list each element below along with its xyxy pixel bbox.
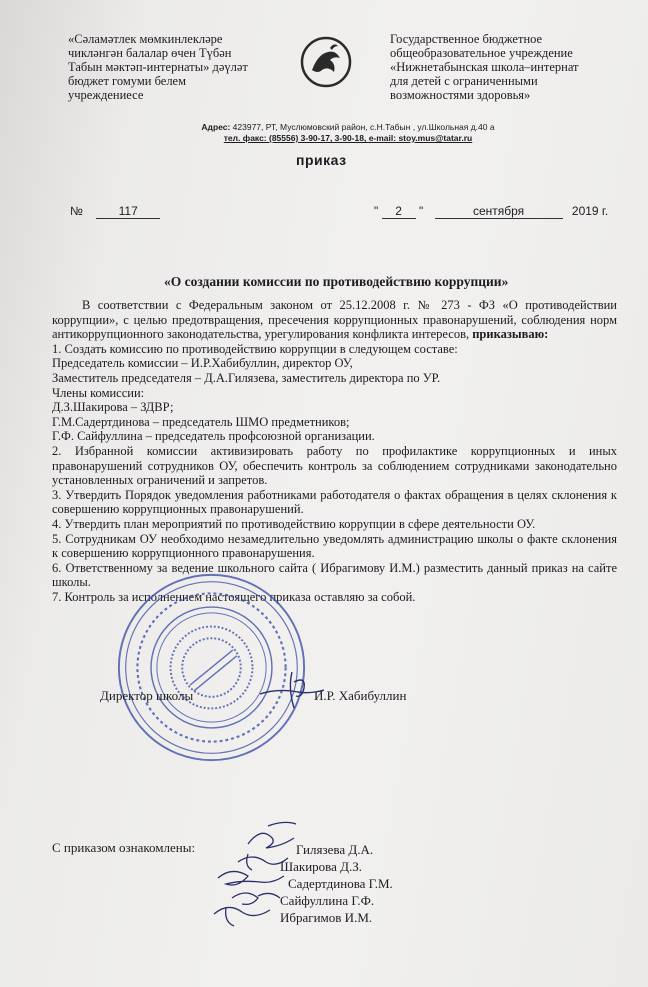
director-role: Директор школы: [100, 688, 194, 703]
contacts-line: тел. факс: (85556) 3-90-17, 3-90-18, e-mail: stoy.mus@tatar.ru: [223, 133, 473, 143]
header-left-line: «Сәламәтлек мөмкинлекләре: [68, 32, 223, 46]
address-text: 423977, РТ, Муслюмовский район, с.Н.Табын , ул.Школьная д.40 а: [230, 122, 495, 132]
list-item: 6. Ответственному за ведение школьного сайта ( Ибрагимову И.М.) разместить данный приказ на сайте школы.: [52, 560, 617, 590]
date-quote-close: ": [418, 204, 424, 218]
order-title: «О создании комиссии по противодействию коррупции»: [164, 274, 509, 289]
header-right-line: возможностями здоровья»: [390, 88, 531, 102]
list-item: Председатель комиссии – И.Р.Хабибуллин, директор ОУ,: [52, 356, 353, 371]
header-right-line: Государственное бюджетное: [390, 32, 543, 46]
header-left-line: бюджет гомуми белем: [68, 74, 187, 88]
date-quote-open: ": [374, 204, 379, 218]
list-item: 7. Контроль за исполнением настоящего приказа оставляю за собой.: [52, 589, 416, 604]
director-name: И.Р. Хабибуллин: [314, 688, 407, 703]
order-date-line: [374, 204, 608, 219]
header-left-line: Табын мәктәп-интернаты» дәүләт: [68, 60, 248, 74]
acquainted-name: Садертдинова Г.М.: [288, 876, 393, 891]
list-item: Г.Ф. Сайфуллина – председатель профсоюзной организации.: [52, 429, 375, 444]
order-number-line: [70, 204, 160, 219]
intro-directive: приказываю:: [472, 327, 549, 342]
staff-signatures-icon: [208, 818, 304, 930]
number-sign: №: [70, 204, 83, 218]
acquainted-label: С приказом ознакомлены:: [52, 840, 196, 855]
header-right-line: «Нижнетабынская школа–интернат: [390, 60, 579, 74]
date-year: 2019 г.: [571, 204, 609, 218]
address-label: Адрес:: [201, 122, 231, 132]
date-month: сентября: [435, 204, 563, 219]
order-body: [52, 298, 617, 604]
list-item: Г.М.Садертдинова – председатель ШМО предметников;: [52, 414, 350, 429]
header-tatar-block: [68, 32, 283, 102]
date-day: 2: [382, 204, 416, 219]
document-type: приказ: [296, 152, 347, 168]
list-item: Д.З.Шакирова – ЗДВР;: [52, 400, 174, 415]
list-item: Заместитель председателя – Д.А.Гилязева, заместитель директора по УР.: [52, 370, 441, 385]
header-left-line: чикләнгән балалар өчен Түбән: [68, 46, 232, 60]
list-item: 5. Сотрудникам ОУ необходимо незамедлительно уведомлять администрацию школы о факте склонения к совершению коррупционного правонарушения.: [52, 531, 617, 561]
intro-text: В соответствии с Федеральным законом от 25.12.2008 г. № 273 - ФЗ «О противодействии коррупции», с целью предотвращения, пресечения коррупционных правонарушений, соблюдения норм антикоррупционного законодательства, урегулирования конфликта интересов,: [52, 298, 617, 342]
acquainted-name: Сайфуллина Г.Ф.: [280, 893, 375, 908]
list-item: 4. Утвердить план мероприятий по противодействию коррупции в сфере деятельности ОУ.: [52, 516, 536, 531]
list-item: 1. Создать комиссию по противодействию коррупции в следующем составе:: [52, 341, 458, 356]
header-right-line: для детей с ограниченными: [390, 74, 538, 88]
list-item: Члены комиссии:: [52, 385, 145, 400]
list-item: 2. Избранной комиссии активизировать работу по профилактике коррупционных и иных правонарушений сотрудников ОУ, обеспечить контроль за соблюдением сотрудниками законодательно установленных ограничений и запретов.: [52, 443, 617, 488]
order-number: 117: [96, 204, 160, 219]
acquainted-name: Гилязева Д.А.: [296, 842, 374, 857]
list-item: 3. Утвердить Порядок уведомления работниками работодателя о фактах обращения в целях склонения к совершению коррупционных правонарушений.: [52, 487, 617, 517]
header-right-line: общеобразовательное учреждение: [390, 46, 573, 60]
director-signature-icon: [258, 668, 328, 712]
intro-paragraph: [52, 298, 617, 342]
address-block: [178, 122, 518, 144]
acquainted-name: Ибрагимов И.М.: [280, 910, 373, 925]
header-russian-block: [390, 32, 630, 102]
acquainted-name: Шакирова Д.З.: [280, 859, 363, 874]
header-left-line: учреждениесе: [68, 88, 144, 102]
school-emblem-icon: [300, 36, 352, 88]
